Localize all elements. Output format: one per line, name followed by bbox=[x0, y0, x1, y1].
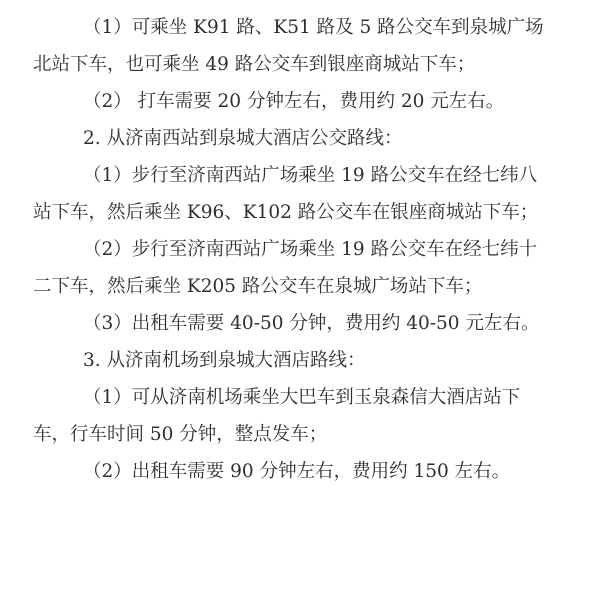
text-line: （2）出租车需要 90 分钟左右，费用约 150 左右。 bbox=[83, 461, 511, 482]
text-line: （2）步行至济南西站广场乘坐 19 路公交车在经七纬十 bbox=[83, 239, 538, 260]
text-line section-heading: 3. 从济南机场到泉城大酒店路线： bbox=[83, 350, 366, 371]
document-text-block bbox=[33, 9, 564, 490]
text-line: （2） 打车需要 20 分钟左右，费用约 20 元左右。 bbox=[83, 91, 505, 112]
text-line: （3）出租车需要 40-50 分钟，费用约 40-50 元左右。 bbox=[83, 313, 540, 334]
text-line: 二下车，然后乘坐 K205 路公交车在泉城广场站下车； bbox=[33, 276, 483, 297]
text-line: 北站下车，也可乘坐 49 路公交车到银座商城站下车； bbox=[33, 54, 476, 75]
text-line section-heading: 2. 从济南西站到泉城大酒店公交路线： bbox=[83, 128, 403, 149]
text-line: （1）可从济南机场乘坐大巴车到玉泉森信大酒店站下 bbox=[83, 387, 521, 408]
text-line: （1）可乘坐 K91 路、K51 路及 5 路公交车到泉城广场 bbox=[83, 17, 544, 38]
text-line: 站下车，然后乘坐 K96、K102 路公交车在银座商城站下车； bbox=[33, 202, 539, 223]
text-line: （1）步行至济南西站广场乘坐 19 路公交车在经七纬八 bbox=[83, 165, 538, 186]
text-line: 车，行车时间 50 分钟，整点发车； bbox=[33, 424, 328, 445]
